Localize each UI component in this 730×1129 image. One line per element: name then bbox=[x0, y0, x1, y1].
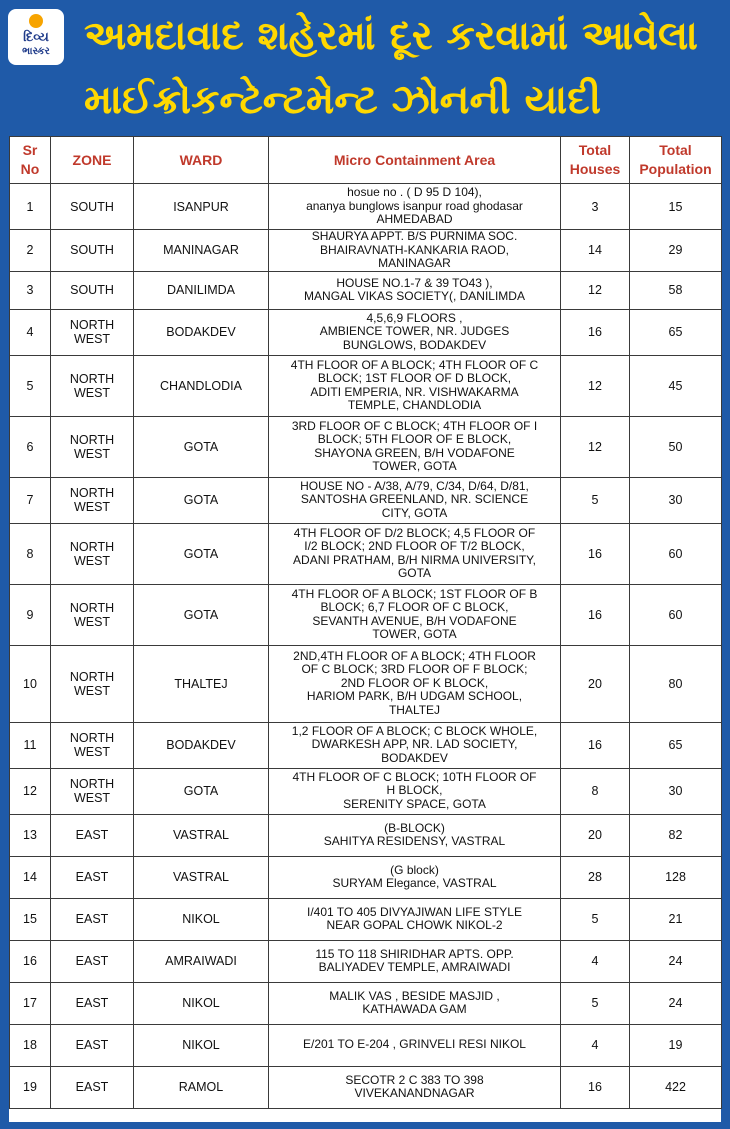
cell-total-population: 128 bbox=[630, 856, 722, 898]
cell-ward: GOTA bbox=[134, 584, 269, 645]
cell-sr-no: 3 bbox=[10, 271, 51, 309]
cell-area: 2ND,4TH FLOOR OF A BLOCK; 4TH FLOOR OF C BLOCK; 3RD FLOOR OF F BLOCK; 2ND FLOOR OF K BLOCK, HARIOM PARK, B/H UDGAM SCHOOL, THALTEJ bbox=[269, 645, 561, 722]
cell-zone: NORTH WEST bbox=[51, 645, 134, 722]
cell-ward: GOTA bbox=[134, 477, 269, 523]
cell-total-houses: 16 bbox=[561, 523, 630, 584]
cell-area: SHAURYA APPT. B/S PURNIMA SOC. BHAIRAVNATH-KANKARIA RAOD, MANINAGAR bbox=[269, 230, 561, 272]
cell-sr-no: 8 bbox=[10, 523, 51, 584]
cell-area: (G block) SURYAM Elegance, VASTRAL bbox=[269, 856, 561, 898]
cell-total-houses: 4 bbox=[561, 940, 630, 982]
cell-total-houses: 16 bbox=[561, 309, 630, 355]
cell-ward: DANILIMDA bbox=[134, 271, 269, 309]
table-row bbox=[10, 768, 722, 814]
table-row bbox=[10, 416, 722, 477]
page-title-line1: અમદાવાદ શહેરમાં દૂર કરવામાં આવેલા bbox=[84, 13, 698, 59]
header-total-population: Total Population bbox=[630, 137, 722, 184]
cell-sr-no: 16 bbox=[10, 940, 51, 982]
cell-zone: NORTH WEST bbox=[51, 477, 134, 523]
cell-ward: NIKOL bbox=[134, 982, 269, 1024]
cell-area: 4,5,6,9 FLOORS , AMBIENCE TOWER, NR. JUDGES BUNGLOWS, BODAKDEV bbox=[269, 309, 561, 355]
cell-total-population: 50 bbox=[630, 416, 722, 477]
cell-area: MALIK VAS , BESIDE MASJID , KATHAWADA GAM bbox=[269, 982, 561, 1024]
cell-total-houses: 4 bbox=[561, 1024, 630, 1066]
header-sr-no: Sr No bbox=[10, 137, 51, 184]
cell-total-population: 65 bbox=[630, 722, 722, 768]
cell-total-population: 60 bbox=[630, 523, 722, 584]
cell-ward: MANINAGAR bbox=[134, 230, 269, 272]
cell-area: hosue no . ( D 95 D 104), ananya bunglows isanpur road ghodasar AHMEDABAD bbox=[269, 184, 561, 230]
cell-area: 4TH FLOOR OF D/2 BLOCK; 4,5 FLOOR OF I/2 BLOCK; 2ND FLOOR OF T/2 BLOCK, ADANI PRATHAM, B/H NIRMA UNIVERSITY, GOTA bbox=[269, 523, 561, 584]
cell-ward: GOTA bbox=[134, 768, 269, 814]
cell-sr-no: 11 bbox=[10, 722, 51, 768]
header-banner bbox=[0, 0, 730, 133]
cell-zone: NORTH WEST bbox=[51, 584, 134, 645]
cell-total-population: 60 bbox=[630, 584, 722, 645]
cell-ward: THALTEJ bbox=[134, 645, 269, 722]
cell-zone: SOUTH bbox=[51, 271, 134, 309]
table-row bbox=[10, 1066, 722, 1108]
bottom-border bbox=[0, 1122, 730, 1129]
cell-area: HOUSE NO.1-7 & 39 TO43 ), MANGAL VIKAS SOCIETY(, DANILIMDA bbox=[269, 271, 561, 309]
cell-total-houses: 14 bbox=[561, 230, 630, 272]
cell-ward: VASTRAL bbox=[134, 856, 269, 898]
cell-area: 3RD FLOOR OF C BLOCK; 4TH FLOOR OF I BLOCK; 5TH FLOOR OF E BLOCK, SHAYONA GREEN, B/H VODAFONE TOWER, GOTA bbox=[269, 416, 561, 477]
cell-area: (B-BLOCK) SAHITYA RESIDENSY, VASTRAL bbox=[269, 814, 561, 856]
cell-ward: VASTRAL bbox=[134, 814, 269, 856]
cell-total-population: 82 bbox=[630, 814, 722, 856]
table-row bbox=[10, 1024, 722, 1066]
cell-zone: EAST bbox=[51, 898, 134, 940]
cell-total-houses: 5 bbox=[561, 982, 630, 1024]
cell-total-population: 58 bbox=[630, 271, 722, 309]
cell-sr-no: 14 bbox=[10, 856, 51, 898]
table-row bbox=[10, 230, 722, 272]
cell-sr-no: 10 bbox=[10, 645, 51, 722]
containment-table-container bbox=[9, 136, 721, 1122]
cell-area: 4TH FLOOR OF C BLOCK; 10TH FLOOR OF H BLOCK, SERENITY SPACE, GOTA bbox=[269, 768, 561, 814]
cell-zone: EAST bbox=[51, 982, 134, 1024]
cell-total-population: 24 bbox=[630, 940, 722, 982]
table-row bbox=[10, 898, 722, 940]
cell-sr-no: 7 bbox=[10, 477, 51, 523]
cell-total-houses: 12 bbox=[561, 271, 630, 309]
cell-area: 4TH FLOOR OF A BLOCK; 4TH FLOOR OF C BLOCK; 1ST FLOOR OF D BLOCK, ADITI EMPERIA, NR. VISHWAKARMA TEMPLE, CHANDLODIA bbox=[269, 355, 561, 416]
table-row bbox=[10, 355, 722, 416]
cell-total-houses: 16 bbox=[561, 722, 630, 768]
cell-area: HOUSE NO - A/38, A/79, C/34, D/64, D/81, SANTOSHA GREENLAND, NR. SCIENCE CITY, GOTA bbox=[269, 477, 561, 523]
cell-ward: AMRAIWADI bbox=[134, 940, 269, 982]
cell-sr-no: 12 bbox=[10, 768, 51, 814]
cell-total-houses: 3 bbox=[561, 184, 630, 230]
cell-total-houses: 20 bbox=[561, 645, 630, 722]
cell-total-population: 80 bbox=[630, 645, 722, 722]
cell-sr-no: 5 bbox=[10, 355, 51, 416]
table-header-row bbox=[10, 137, 722, 184]
cell-ward: NIKOL bbox=[134, 1024, 269, 1066]
cell-total-houses: 5 bbox=[561, 477, 630, 523]
cell-ward: NIKOL bbox=[134, 898, 269, 940]
cell-total-houses: 16 bbox=[561, 584, 630, 645]
page-title-line2: માઈક્રોકન્ટેન્ટમેન્ટ ઝોનની યાદી bbox=[84, 77, 602, 123]
cell-total-houses: 16 bbox=[561, 1066, 630, 1108]
cell-sr-no: 19 bbox=[10, 1066, 51, 1108]
table-row bbox=[10, 982, 722, 1024]
cell-ward: GOTA bbox=[134, 416, 269, 477]
cell-total-population: 19 bbox=[630, 1024, 722, 1066]
cell-sr-no: 18 bbox=[10, 1024, 51, 1066]
table-row bbox=[10, 309, 722, 355]
cell-sr-no: 4 bbox=[10, 309, 51, 355]
cell-ward: RAMOL bbox=[134, 1066, 269, 1108]
cell-total-houses: 8 bbox=[561, 768, 630, 814]
cell-total-population: 24 bbox=[630, 982, 722, 1024]
cell-area: SECOTR 2 C 383 TO 398 VIVEKANANDNAGAR bbox=[269, 1066, 561, 1108]
cell-total-population: 29 bbox=[630, 230, 722, 272]
cell-sr-no: 1 bbox=[10, 184, 51, 230]
table-row bbox=[10, 856, 722, 898]
divya-bhaskar-logo bbox=[8, 9, 64, 65]
cell-zone: NORTH WEST bbox=[51, 768, 134, 814]
cell-zone: EAST bbox=[51, 1066, 134, 1108]
cell-zone: SOUTH bbox=[51, 184, 134, 230]
cell-area: E/201 TO E-204 , GRINVELI RESI NIKOL bbox=[269, 1024, 561, 1066]
table-row bbox=[10, 940, 722, 982]
cell-zone: NORTH WEST bbox=[51, 309, 134, 355]
table-row bbox=[10, 271, 722, 309]
cell-ward: ISANPUR bbox=[134, 184, 269, 230]
cell-sr-no: 9 bbox=[10, 584, 51, 645]
logo-text-line2: ભાસ્કર bbox=[22, 46, 50, 57]
cell-total-houses: 28 bbox=[561, 856, 630, 898]
header-zone: ZONE bbox=[51, 137, 134, 184]
sun-icon bbox=[29, 14, 43, 28]
cell-total-population: 21 bbox=[630, 898, 722, 940]
cell-total-population: 30 bbox=[630, 477, 722, 523]
cell-total-population: 45 bbox=[630, 355, 722, 416]
cell-total-population: 65 bbox=[630, 309, 722, 355]
cell-zone: EAST bbox=[51, 1024, 134, 1066]
table-row bbox=[10, 814, 722, 856]
cell-zone: NORTH WEST bbox=[51, 416, 134, 477]
cell-zone: NORTH WEST bbox=[51, 722, 134, 768]
logo-text-line1: દિવ્ય bbox=[23, 30, 49, 45]
header-total-houses: Total Houses bbox=[561, 137, 630, 184]
cell-total-houses: 12 bbox=[561, 355, 630, 416]
cell-zone: SOUTH bbox=[51, 230, 134, 272]
header-ward: WARD bbox=[134, 137, 269, 184]
cell-sr-no: 17 bbox=[10, 982, 51, 1024]
cell-ward: BODAKDEV bbox=[134, 722, 269, 768]
cell-total-houses: 12 bbox=[561, 416, 630, 477]
table-row bbox=[10, 645, 722, 722]
cell-ward: CHANDLODIA bbox=[134, 355, 269, 416]
cell-zone: NORTH WEST bbox=[51, 355, 134, 416]
cell-area: 4TH FLOOR OF A BLOCK; 1ST FLOOR OF B BLOCK; 6,7 FLOOR OF C BLOCK, SEVANTH AVENUE, B/H VODAFONE TOWER, GOTA bbox=[269, 584, 561, 645]
table-row bbox=[10, 722, 722, 768]
cell-zone: EAST bbox=[51, 856, 134, 898]
cell-sr-no: 2 bbox=[10, 230, 51, 272]
cell-area: 1,2 FLOOR OF A BLOCK; C BLOCK WHOLE, DWARKESH APP, NR. LAD SOCIETY, BODAKDEV bbox=[269, 722, 561, 768]
table-row bbox=[10, 477, 722, 523]
cell-area: I/401 TO 405 DIVYAJIWAN LIFE STYLE NEAR GOPAL CHOWK NIKOL-2 bbox=[269, 898, 561, 940]
cell-total-population: 422 bbox=[630, 1066, 722, 1108]
cell-sr-no: 6 bbox=[10, 416, 51, 477]
cell-zone: EAST bbox=[51, 814, 134, 856]
cell-total-houses: 20 bbox=[561, 814, 630, 856]
cell-total-houses: 5 bbox=[561, 898, 630, 940]
cell-sr-no: 13 bbox=[10, 814, 51, 856]
table-row bbox=[10, 184, 722, 230]
header-micro-containment-area: Micro Containment Area bbox=[269, 137, 561, 184]
cell-zone: EAST bbox=[51, 940, 134, 982]
cell-total-population: 15 bbox=[630, 184, 722, 230]
cell-zone: NORTH WEST bbox=[51, 523, 134, 584]
cell-sr-no: 15 bbox=[10, 898, 51, 940]
cell-total-population: 30 bbox=[630, 768, 722, 814]
cell-ward: GOTA bbox=[134, 523, 269, 584]
cell-area: 115 TO 118 SHIRIDHAR APTS. OPP. BALIYADEV TEMPLE, AMRAIWADI bbox=[269, 940, 561, 982]
cell-ward: BODAKDEV bbox=[134, 309, 269, 355]
table-row bbox=[10, 523, 722, 584]
containment-zone-table bbox=[9, 136, 722, 1109]
table-row bbox=[10, 584, 722, 645]
